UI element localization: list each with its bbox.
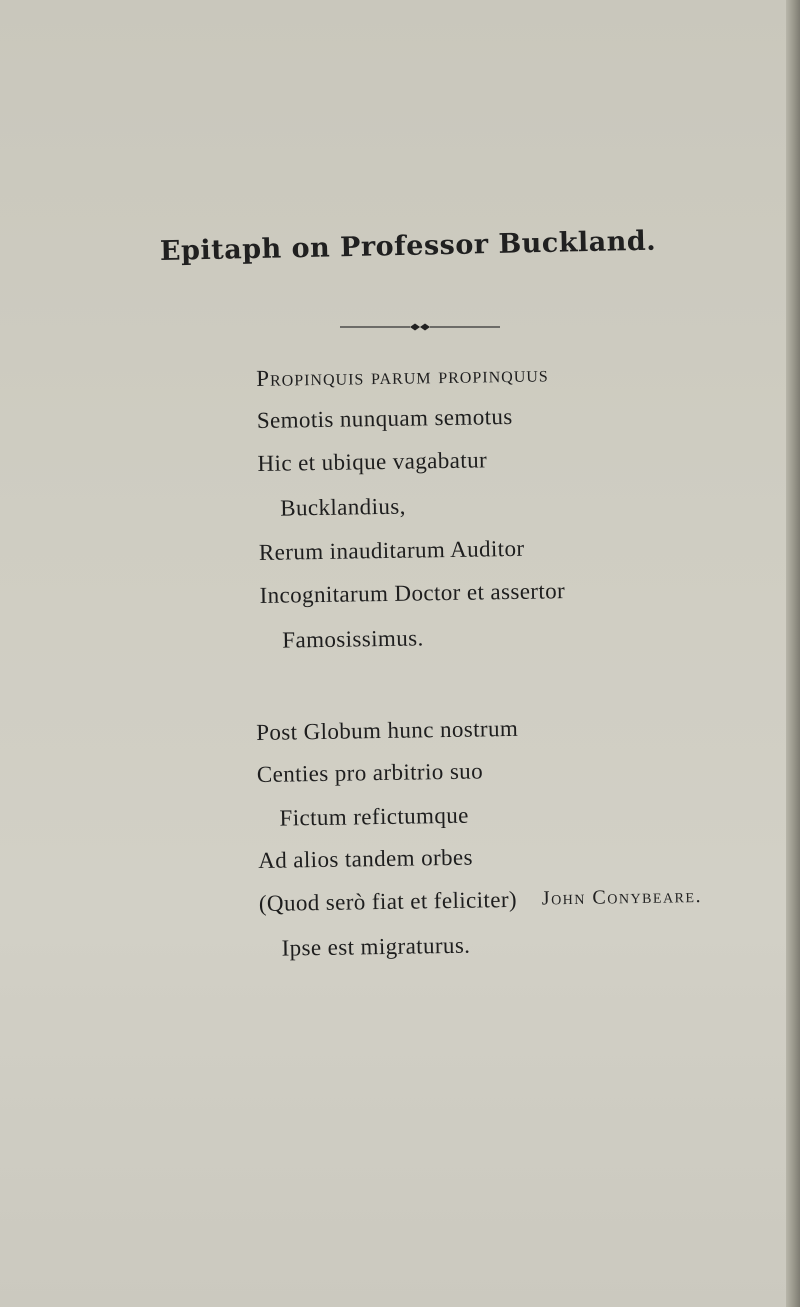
verse-line: Ad alios tandem orbes	[258, 844, 474, 873]
page-title: Epitaph on Professor Buckland.	[159, 225, 657, 267]
verse-line: Centies pro arbitrio suo	[256, 758, 484, 787]
verse-line: Propinquis parum propinquus	[255, 361, 549, 391]
verse-line: Rerum inauditarum Auditor	[258, 535, 525, 565]
verse-line: Hic et ubique vagabatur	[257, 447, 488, 476]
verse-line: (Quod serò fiat et feliciter)	[258, 886, 518, 916]
ornament-divider-icon	[340, 322, 500, 332]
author-signature: John Conybeare.	[541, 884, 703, 910]
verse-line: Ipse est migraturus.	[281, 932, 471, 961]
verse-line: Famosissimus.	[282, 625, 424, 653]
verse-line: Semotis nunquam semotus	[256, 403, 513, 433]
verse-line: Fictum refictumque	[279, 802, 469, 831]
verse-line: Post Globum hunc nostrum	[255, 715, 519, 745]
verse-line: Bucklandius,	[280, 493, 406, 521]
page-edge	[786, 0, 800, 1307]
verse-line: Incognitarum Doctor et assertor	[259, 578, 566, 608]
stanza-1	[0, 357, 800, 653]
